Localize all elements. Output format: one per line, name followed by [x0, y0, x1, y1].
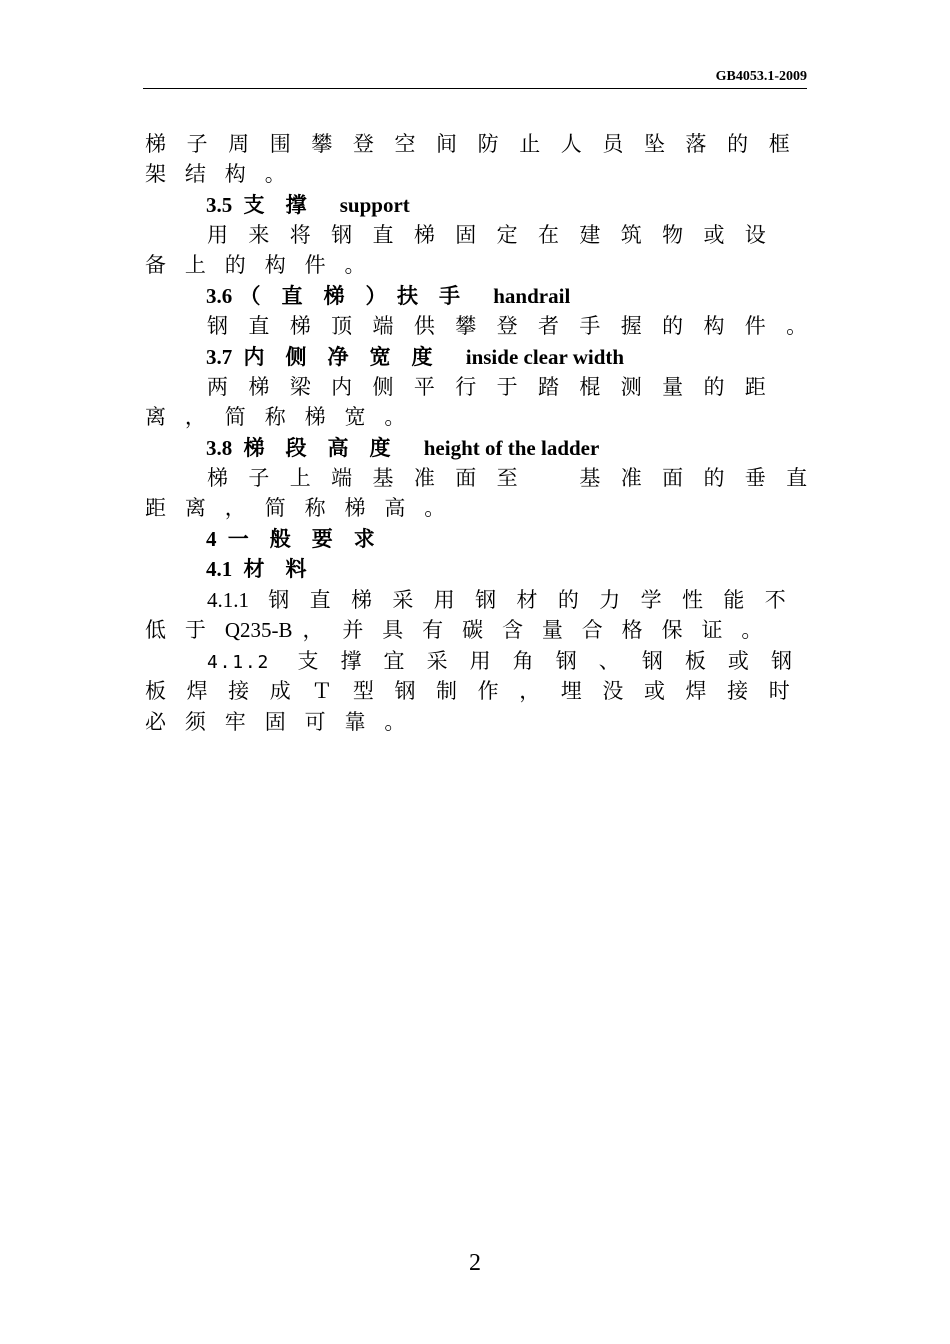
clause-text: 钢直梯采用钢材的力学性能不: [268, 588, 807, 612]
section-title: 内 侧 净 宽 度: [243, 345, 433, 369]
section-title: 材 料: [243, 557, 307, 581]
section-title-english: height of the ladder: [423, 436, 600, 460]
body-line: 离，简称梯宽。: [145, 405, 425, 429]
body-line: 距离，简称梯高。: [145, 496, 465, 520]
section-number: 3.6: [206, 284, 233, 308]
body-line: 必须牢固可靠。: [145, 710, 425, 734]
text-segment: 低于: [145, 618, 225, 642]
section-heading-3-7: [206, 341, 624, 371]
clause-number: 4.1.2: [207, 652, 271, 673]
section-number: 3.7: [206, 345, 233, 369]
clause-text: 支撑宜采用角钢、钢板或钢: [297, 649, 815, 673]
section-number: 3.8: [206, 436, 233, 460]
clause-4-1-2: [207, 645, 814, 675]
section-heading-4-1: [206, 553, 307, 583]
page-number: 2: [469, 1250, 481, 1276]
steel-grade: Q235-B: [224, 618, 293, 642]
section-title-english: handrail: [493, 284, 571, 308]
section-heading-3-8: [206, 432, 599, 462]
section-heading-3-6: [206, 280, 570, 310]
section-number: 3.5: [206, 193, 233, 217]
body-line: 梯子上端基准面至 基准面的垂直: [207, 466, 828, 490]
section-heading-4: [206, 523, 375, 553]
clause-4-1-1: [207, 584, 806, 614]
section-heading-3-5: [206, 189, 410, 219]
section-title-english: support: [339, 193, 410, 217]
section-title: 梯 段 高 度: [243, 436, 391, 460]
section-number: 4: [206, 527, 217, 551]
section-title: 支 撑: [243, 193, 307, 217]
section-title-english: inside clear width: [465, 345, 625, 369]
clause-number: 4.1.1: [207, 588, 249, 612]
standard-code: GB4053.1-2009: [715, 69, 807, 84]
section-title: （ 直 梯 ） 扶 手: [239, 284, 460, 308]
section-number: 4.1: [206, 557, 233, 581]
document-code-header: [143, 66, 807, 89]
body-line: 板焊接成Ｔ型钢制作，埋没或焊接时: [145, 679, 811, 703]
body-line: 架结构。: [145, 162, 305, 186]
body-line: 梯子周围攀登空间防止人员坠落的框: [145, 132, 811, 156]
section-title: 一 般 要 求: [227, 527, 375, 551]
text-segment: ，并具有碳含量合格保证。: [302, 618, 782, 642]
body-line: 备上的构件。: [145, 253, 385, 277]
body-line: 用来将钢直梯固定在建筑物或设: [207, 223, 787, 247]
body-line: [145, 614, 781, 644]
body-line: 钢直梯顶端供攀登者手握的构件。: [207, 314, 828, 338]
body-line: 两梯梁内侧平行于踏棍测量的距: [207, 375, 787, 399]
